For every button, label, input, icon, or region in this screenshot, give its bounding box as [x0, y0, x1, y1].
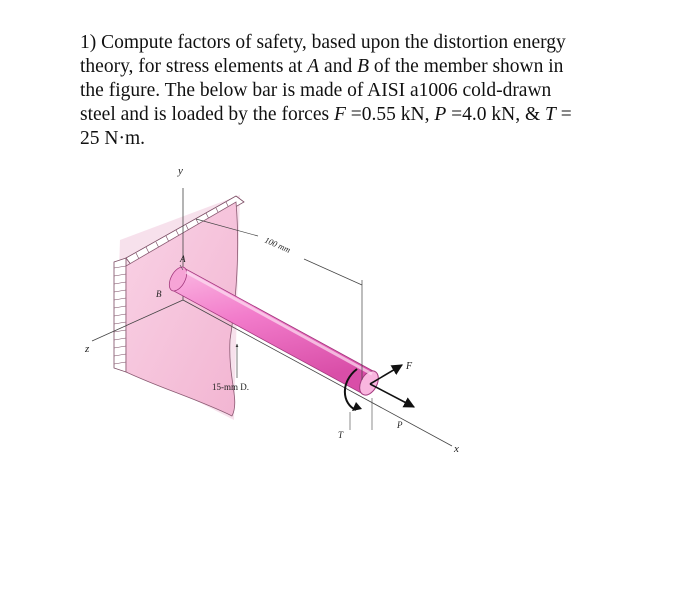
diameter-label: 15-mm D.	[212, 382, 249, 392]
force-p-ref: P	[434, 104, 447, 125]
force-p-label: P	[397, 420, 403, 430]
problem-text: and	[319, 56, 358, 77]
length-dimension-label: 100 mm	[263, 234, 293, 255]
point-b-label: B	[156, 289, 162, 299]
axis-y-label: y	[178, 165, 183, 177]
point-b-ref: B	[357, 56, 369, 77]
problem-text: of the member shown in	[369, 56, 564, 77]
problem-text: =	[555, 104, 572, 125]
axis-x-label: x	[454, 443, 459, 455]
force-p-arrow	[370, 384, 414, 407]
point-a-ref: A	[307, 56, 320, 77]
torque-t-label: T	[338, 430, 344, 440]
torque-t-ref: T	[545, 104, 556, 125]
force-f-label: F	[406, 361, 413, 372]
problem-line-1: 1) Compute factors of safety, based upon the distortion energy	[80, 32, 566, 53]
point-a-label: A	[180, 254, 186, 264]
torque-arrow-head	[352, 402, 362, 411]
problem-line-3: the figure. The below bar is made of AISI a1006 cold-drawn	[80, 80, 552, 101]
problem-text: =4.0 kN, &	[446, 104, 546, 125]
axis-z-label: z	[85, 343, 90, 355]
problem-text: steel and is loaded by the forces	[80, 104, 334, 125]
problem-line-5: 25 N·m.	[80, 128, 145, 149]
force-f-ref: F	[333, 104, 346, 125]
problem-text: =0.55 kN,	[345, 104, 435, 125]
problem-text: theory, for stress elements at	[80, 56, 308, 77]
